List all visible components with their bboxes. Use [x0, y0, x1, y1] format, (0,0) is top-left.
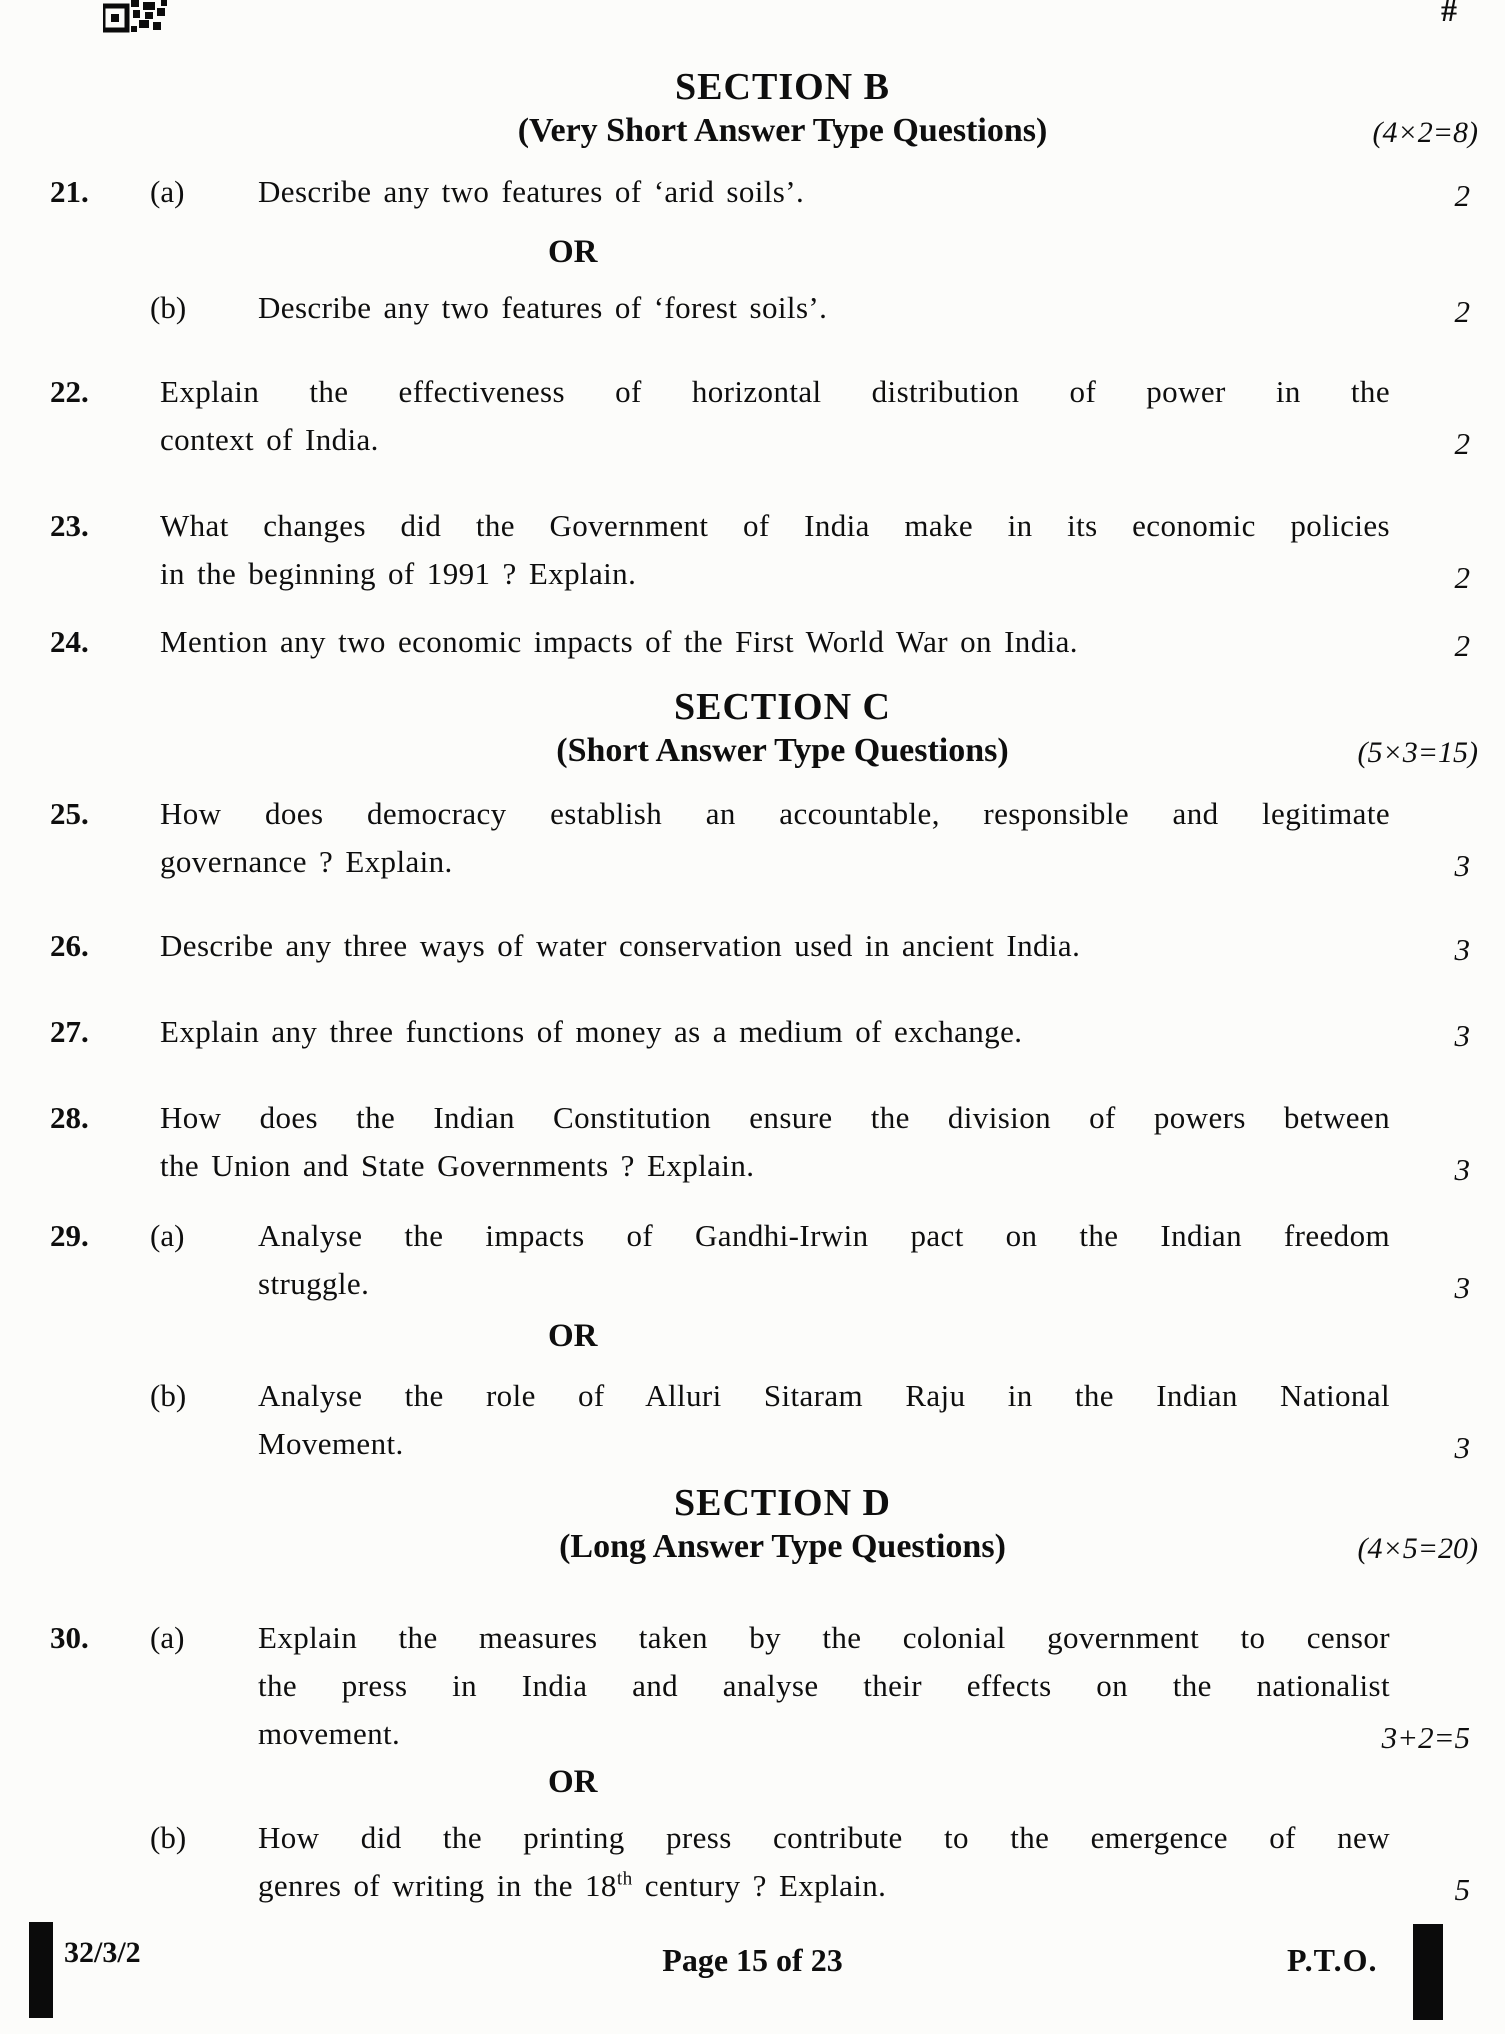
section-c-subtitle: (Short Answer Type Questions) — [556, 732, 1009, 769]
question-text: Describe any two features of ‘arid soils’. — [258, 174, 805, 209]
section-c-marks-scheme: (5×3=15) — [1357, 736, 1478, 769]
section-b-title: SECTION B — [675, 66, 890, 108]
marks-value: 3 — [1454, 1152, 1470, 1187]
question-30a-row — [0, 1614, 1470, 1758]
question-text: Explain the effectiveness of horizontal distribution of power in the context of India. — [160, 374, 1390, 457]
question-option-letter: (b) — [150, 1378, 187, 1413]
page-corner-hash-mark: # — [1441, 0, 1457, 28]
question-number: 26. — [50, 928, 89, 963]
question-text: How does democracy establish an accountable, responsible and legitimate governance ? Explain. — [160, 796, 1390, 879]
question-text: What changes did the Government of India make in its economic policies in the beginning of 1991 ? Explain. — [160, 508, 1390, 591]
marks-value: 3 — [1454, 1018, 1470, 1053]
question-number: 30. — [50, 1620, 89, 1655]
or-separator: OR — [548, 234, 598, 270]
question-23-row — [0, 502, 1470, 598]
question-option-letter: (a) — [150, 1620, 185, 1655]
page-number-label: Page 15 of 23 — [662, 1942, 843, 1978]
question-text: How does the Indian Constitution ensure the division of powers between the Union and State Governments ? Explain. — [160, 1100, 1390, 1183]
question-option-letter: (b) — [150, 1820, 187, 1855]
marks-value: 3 — [1454, 848, 1470, 883]
question-30b-row — [0, 1814, 1470, 1910]
question-22-row — [0, 368, 1470, 464]
question-28-row — [0, 1094, 1470, 1190]
question-text: How did the printing press contribute to the emergence of new genres of writing in the 18th century ? Explain. — [258, 1820, 1390, 1903]
marks-value: 2 — [1454, 560, 1470, 595]
marks-value: 2 — [1454, 628, 1470, 663]
question-text: Mention any two economic impacts of the First World War on India. — [160, 624, 1078, 659]
question-21a-row — [0, 168, 1470, 216]
section-d-title: SECTION D — [674, 1482, 891, 1524]
marks-value: 3 — [1454, 1430, 1470, 1465]
question-number: 25. — [50, 796, 89, 831]
question-29a-row — [0, 1212, 1470, 1308]
question-26-row — [0, 922, 1470, 970]
section-b-heading — [0, 66, 1478, 152]
section-d-marks-scheme: (4×5=20) — [1357, 1532, 1478, 1565]
question-text: Describe any three ways of water conservation used in ancient India. — [160, 928, 1081, 963]
question-number: 27. — [50, 1014, 89, 1049]
question-option-letter: (b) — [150, 290, 187, 325]
pto-label: P.T.O. — [1287, 1942, 1378, 1978]
question-number: 23. — [50, 508, 89, 543]
question-number: 28. — [50, 1100, 89, 1135]
question-text: Analyse the impacts of Gandhi-Irwin pact on the Indian freedom struggle. — [258, 1218, 1390, 1301]
marks-value: 3+2=5 — [1381, 1720, 1470, 1755]
marks-value: 3 — [1454, 932, 1470, 967]
section-b-marks-scheme: (4×2=8) — [1372, 116, 1478, 149]
question-25-row — [0, 790, 1470, 886]
section-d-heading — [0, 1482, 1478, 1568]
question-29b-row — [0, 1372, 1470, 1468]
footer-right-bar — [1413, 1924, 1443, 2020]
question-text: Explain the measures taken by the colonial government to censor the press in India and analyse their effects on the nationalist movement. — [258, 1620, 1390, 1751]
question-number: 29. — [50, 1218, 89, 1253]
section-c-title: SECTION C — [674, 686, 891, 728]
question-option-letter: (a) — [150, 174, 185, 209]
section-b-subtitle: (Very Short Answer Type Questions) — [517, 112, 1048, 149]
superscript-th: th — [616, 1868, 633, 1890]
marks-value: 2 — [1454, 294, 1470, 329]
question-text: Analyse the role of Alluri Sitaram Raju in the Indian National Movement. — [258, 1378, 1390, 1461]
or-separator: OR — [548, 1318, 598, 1354]
marks-value: 5 — [1454, 1872, 1470, 1907]
question-number: 21. — [50, 174, 89, 209]
marks-value: 3 — [1454, 1270, 1470, 1305]
section-d-subtitle: (Long Answer Type Questions) — [559, 1528, 1006, 1565]
question-number: 24. — [50, 624, 89, 659]
question-27-row — [0, 1008, 1470, 1056]
question-option-letter: (a) — [150, 1218, 185, 1253]
paper-code: 32/3/2 — [64, 1936, 141, 1969]
question-24-row — [0, 618, 1470, 666]
or-separator: OR — [548, 1764, 598, 1800]
section-c-heading — [0, 686, 1478, 772]
question-text: Explain any three functions of money as a medium of exchange. — [160, 1014, 1023, 1049]
marks-value: 2 — [1454, 178, 1470, 213]
question-text: Describe any two features of ‘forest soils’. — [258, 290, 828, 325]
question-number: 22. — [50, 374, 89, 409]
marks-value: 2 — [1454, 426, 1470, 461]
question-21b-row — [0, 284, 1470, 332]
